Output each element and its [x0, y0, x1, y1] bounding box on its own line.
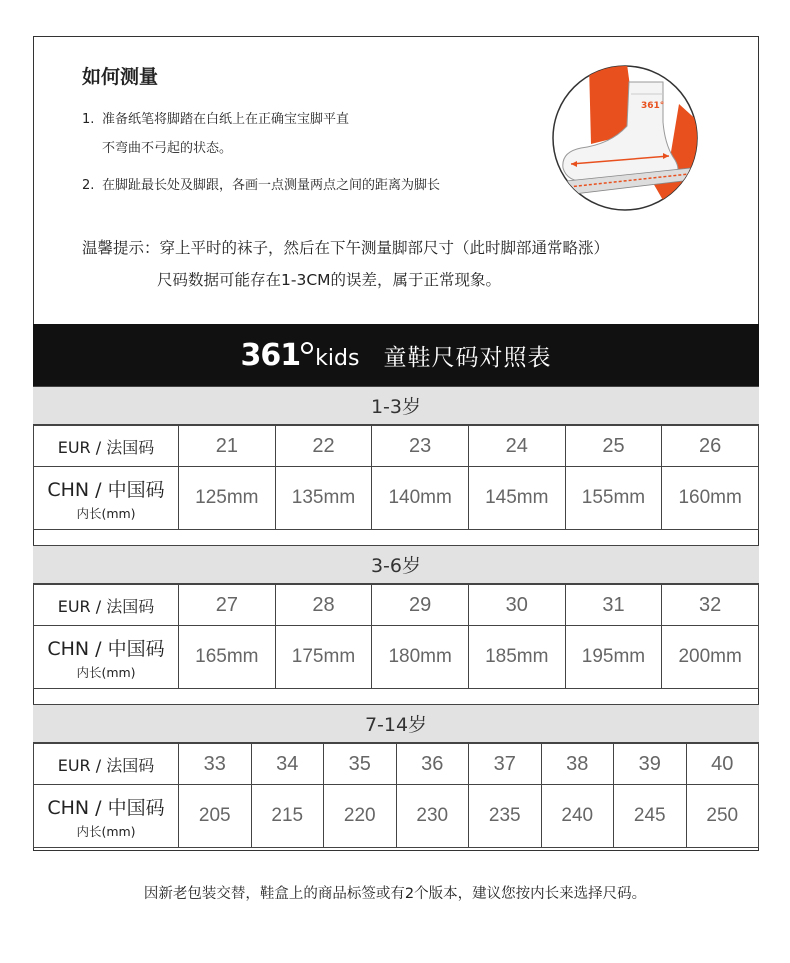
chn-cell: 230	[396, 785, 469, 848]
chn-cell: 235	[469, 785, 542, 848]
chn-label-text: CHN / 中国码	[47, 478, 165, 501]
eur-cell: 21	[179, 426, 276, 467]
eur-row	[34, 744, 759, 785]
eur-cell: 32	[662, 585, 759, 626]
chn-cell: 135mm	[275, 467, 372, 530]
chn-sub-label: 内长(mm)	[76, 664, 136, 680]
eur-cell: 25	[565, 426, 662, 467]
logo-number: 361	[240, 337, 301, 373]
chn-cell: 145mm	[468, 467, 565, 530]
measure-step-1	[82, 105, 349, 163]
step-line: 不弯曲不弓起的状态。	[102, 141, 233, 156]
eur-label: EUR / 法国码	[34, 426, 179, 467]
eur-cell: 29	[372, 585, 469, 626]
chn-cell: 205	[179, 785, 252, 848]
eur-cell: 34	[251, 744, 324, 785]
eur-cell: 26	[662, 426, 759, 467]
tip-line-1: 温馨提示：穿上平时的袜子，然后在下午测量脚部尺寸（此时脚部通常略涨）	[82, 239, 610, 257]
eur-row	[34, 426, 759, 467]
step-line: 在脚趾最长处及脚跟，各画一点测量两点之间的距离为脚长	[102, 178, 441, 193]
eur-cell: 22	[275, 426, 372, 467]
eur-cell: 24	[468, 426, 565, 467]
chn-cell: 220	[324, 785, 397, 848]
chn-row	[34, 626, 759, 689]
chn-row	[34, 785, 759, 848]
age-band: 7-14岁	[33, 704, 759, 743]
chn-label-text: CHN / 中国码	[47, 796, 165, 819]
measure-step-2	[82, 171, 440, 200]
eur-cell: 27	[179, 585, 276, 626]
eur-cell: 36	[396, 744, 469, 785]
chn-row	[34, 467, 759, 530]
chn-label	[34, 626, 179, 689]
chn-cell: 160mm	[662, 467, 759, 530]
foot-measure-illustration	[551, 64, 699, 212]
eur-cell: 33	[179, 744, 252, 785]
tip-line-2: 尺码数据可能存在1-3CM的误差，属于正常现象。	[157, 271, 502, 289]
size-table-3-6	[33, 584, 759, 689]
chn-cell: 250	[686, 785, 759, 848]
banner-title: 童鞋尺码对照表	[383, 344, 552, 371]
eur-cell: 28	[275, 585, 372, 626]
age-band: 1-3岁	[33, 386, 759, 425]
chn-cell: 125mm	[179, 467, 276, 530]
eur-cell: 39	[614, 744, 687, 785]
eur-cell: 40	[686, 744, 759, 785]
chn-cell: 165mm	[179, 626, 276, 689]
age-band: 3-6岁	[33, 545, 759, 584]
chn-cell: 175mm	[275, 626, 372, 689]
eur-label: EUR / 法国码	[34, 585, 179, 626]
chn-cell: 140mm	[372, 467, 469, 530]
chn-label	[34, 785, 179, 848]
eur-cell: 30	[468, 585, 565, 626]
chn-cell: 240	[541, 785, 614, 848]
size-table-7-14	[33, 743, 759, 848]
step-number: 2.	[82, 178, 95, 193]
chn-label-text: CHN / 中国码	[47, 637, 165, 660]
size-table-1-3	[33, 425, 759, 530]
eur-cell: 38	[541, 744, 614, 785]
chn-cell: 155mm	[565, 467, 662, 530]
eur-label: EUR / 法国码	[34, 744, 179, 785]
eur-cell: 35	[324, 744, 397, 785]
chn-label	[34, 467, 179, 530]
degree-icon	[301, 342, 313, 354]
footer-note: 因新老包装交替，鞋盒上的商品标签或有2个版本，建议您按内长来选择尺码。	[143, 886, 647, 902]
eur-cell: 31	[565, 585, 662, 626]
chn-cell: 215	[251, 785, 324, 848]
size-chart-banner	[33, 324, 759, 386]
chn-cell: 195mm	[565, 626, 662, 689]
eur-row	[34, 585, 759, 626]
logo-kids: kids	[315, 345, 360, 371]
eur-cell: 23	[372, 426, 469, 467]
chn-cell: 245	[614, 785, 687, 848]
measure-title: 如何测量	[82, 66, 159, 88]
chn-sub-label: 内长(mm)	[76, 505, 136, 521]
step-number: 1.	[82, 112, 95, 127]
chn-cell: 200mm	[662, 626, 759, 689]
step-line: 准备纸笔将脚踏在白纸上在正确宝宝脚平直	[102, 112, 350, 127]
brand-logo	[241, 338, 360, 373]
sock-logo: 361°	[641, 101, 665, 111]
chn-cell: 185mm	[468, 626, 565, 689]
chn-sub-label: 内长(mm)	[76, 823, 136, 839]
chn-cell: 180mm	[372, 626, 469, 689]
eur-cell: 37	[469, 744, 542, 785]
